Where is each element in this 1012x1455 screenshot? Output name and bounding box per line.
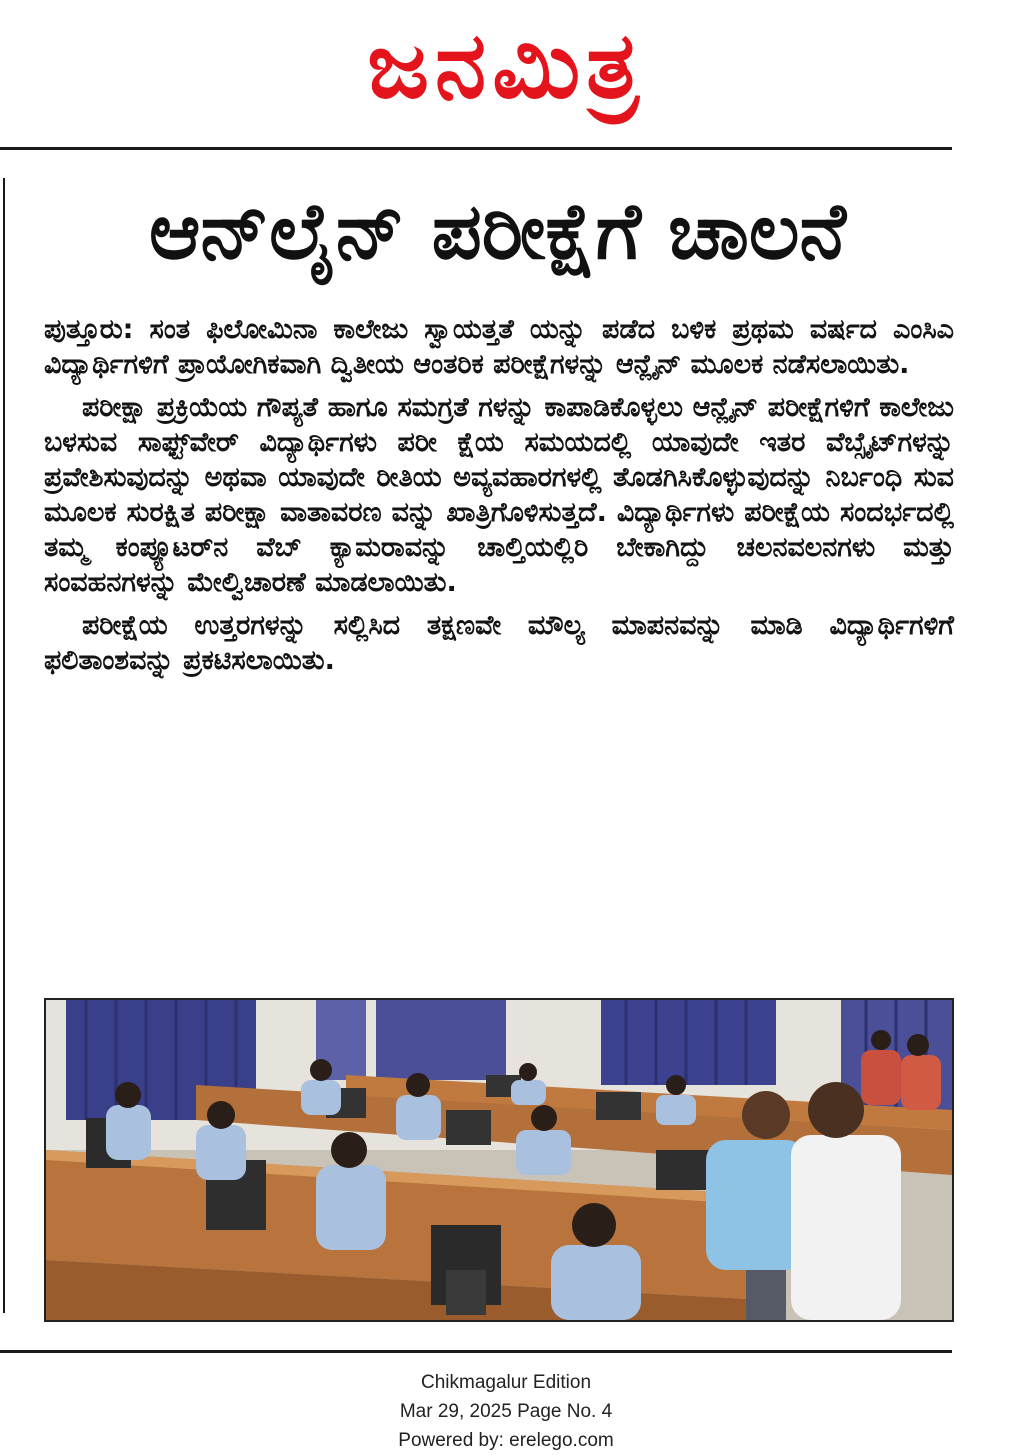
article-body — [44, 312, 954, 686]
computer-lab-photo — [46, 1000, 952, 1320]
article-paragraph: ಪರೀಕ್ಷೆಯ ಉತ್ತರಗಳನ್ನು ಸಲ್ಲಿಸಿದ ತಕ್ಷಣವೇ ಮೌಲ್ಯ ಮಾಪನವನ್ನು ಮಾಡಿ ವಿದ್ಯಾರ್ಥಿಗಳಿಗೆ ಫಲಿತಾಂಶವನ್ನು ಪ್ರಕಟಿಸಲಾಯಿತು. — [44, 610, 954, 676]
article-photo — [44, 998, 954, 1322]
article-headline: ಆನ್‌ಲೈನ್ ಪರೀಕ್ಷೆಗೆ ಚಾಲನೆ — [149, 187, 846, 277]
masthead-divider — [0, 147, 952, 150]
article-paragraph: ಪುತ್ತೂರು: ಸಂತ ಫಿಲೋಮಿನಾ ಕಾಲೇಜು ಸ್ವಾಯತ್ತತೆ ಯನ್ನು ಪಡೆದ ಬಳಿಕ ಪ್ರಥಮ ವರ್ಷದ ಎಂಸಿಎ ವಿದ್ಯಾರ್ಥಿಗಳಿಗೆ ಪ್ರಾಯೋಗಿಕವಾಗಿ ದ್ವಿತೀಯ ಆಂತರಿಕ ಪರೀಕ್ಷೆಗಳನ್ನು ಆನ್ಲೈನ್ ಮೂಲಕ ನಡೆಸಲಾಯಿತು. — [44, 314, 954, 380]
date-page-label: Mar 29, 2025 Page No. 4 — [399, 1401, 613, 1422]
article-paragraph: ಪರೀಕ್ಷಾ ಪ್ರಕ್ರಿಯೆಯ ಗೌಪ್ಯತೆ ಹಾಗೂ ಸಮಗ್ರತೆ ಗಳನ್ನು ಕಾಪಾಡಿಕೊಳ್ಳಲು ಆನ್ಲೈನ್ ಪರೀಕ್ಷೆಗಳಿಗೆ ಕಾಲೇಜು ಬಳಸುವ ಸಾಫ್ಟ್‌ವೇರ್ ವಿದ್ಯಾರ್ಥಿಗಳು ಪರೀ ಕ್ಷೆಯ ಸಮಯದಲ್ಲಿ ಯಾವುದೇ ಇತರ ವೆಬ್ಸೈಟ್‌ಗಳನ್ನು ಪ್ರವೇಶಿಸುವುದನ್ನು ಅಥವಾ ಯಾವುದೇ ರೀತಿಯ ಅವ್ಯವಹಾರಗಳಲ್ಲಿ ತೊಡಗಿಸಿಕೊಳ್ಳುವುದನ್ನು ನಿರ್ಬಂಧಿ ಸುವ ಮೂಲಕ ಸುರಕ್ಷಿತ ಪರೀಕ್ಷಾ ವಾತಾವರಣ ವನ್ನು ಖಾತ್ರಿಗೊಳಿಸುತ್ತದೆ. ವಿದ್ಯಾರ್ಥಿಗಳು ಪರೀಕ್ಷೆಯ ಸಂದರ್ಭದಲ್ಲಿ ತಮ್ಮ ಕಂಪ್ಯೂಟರ್‌ನ ವೆಬ್ ಕ್ಯಾಮರಾವನ್ನು ಚಾಲ್ತಿಯಲ್ಲಿರಿ ಬೇಕಾಗಿದ್ದು ಚಲನವಲನಗಳು ಮತ್ತು ಸಂವಹನಗಳನ್ನು ಮೇಲ್ವಿಚಾರಣೆ ಮಾಡಲಾಯಿತು. — [44, 392, 954, 598]
newspaper-logo: ಜನಮಿತ್ರ — [367, 12, 645, 119]
column-rule — [3, 178, 5, 1313]
edition-label: Chikmagalur Edition — [420, 1372, 592, 1393]
masthead — [0, 0, 1012, 145]
footer-divider — [0, 1350, 952, 1353]
powered-by-label: Powered by: erelego.com — [398, 1430, 614, 1451]
page-footer — [0, 1368, 1012, 1455]
